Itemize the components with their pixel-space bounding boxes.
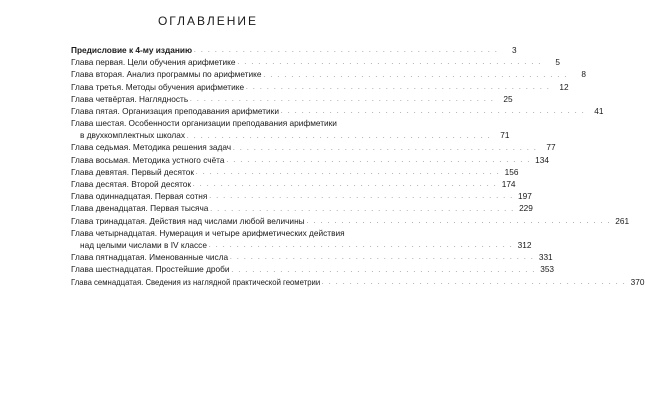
toc-entry-chapter-14-continued (71, 239, 532, 251)
toc-entry-chapter-8 (71, 154, 550, 166)
toc-entry-label: Глава семнадцатая. Сведения из наглядной практической геометрии (71, 276, 321, 287)
toc-entry-label: Глава одиннадцатая. Первая сотня (71, 191, 208, 202)
dot-leader: . . . . . . . . . . . . . . . . . . . . . . . . . . . . . . . . . . . . . . . . . . . . (195, 170, 501, 177)
toc-entry-label: Предисловие к 4-му изданию (71, 44, 193, 55)
toc-entry-chapter-11 (71, 190, 532, 202)
dot-leader: . . . . . . . . . . . . . . . . . . . . . . . . . . . . . . . . . . . . . . . . . . . . (194, 48, 499, 55)
toc-entry-page: 8 (581, 69, 586, 80)
toc-entry-page: 261 (615, 215, 630, 226)
toc-entry-label: Глава десятая. Второй десяток (71, 179, 192, 190)
toc-entry-page: 3 (511, 44, 517, 55)
toc-entry-chapter-7 (71, 142, 556, 154)
dot-leader: . . . . . . . . . . . . . . . . . . . . . . . . . . . . . . . . . . . . . . . . . . . . (263, 72, 568, 79)
toc-entry-chapter-4 (71, 93, 513, 105)
toc-entry-page: 353 (540, 264, 555, 275)
toc-entry-page: 134 (535, 154, 550, 165)
toc-entry-page: 71 (500, 130, 510, 141)
dot-leader: . . . . . . . . . . . . . . . . . . . . . . . . . . . . . . . . . . . . . . . . . . . . (322, 279, 627, 286)
toc-entry-page: 174 (501, 179, 516, 190)
dot-leader: . . . . . . . . . . . . . . . . . . . . . . . . . . . . . . . . . . . . . . . . . . . . (246, 84, 551, 91)
toc-entry-chapter-16 (71, 263, 555, 275)
dot-leader: . . . . . . . . . . . . . . . . . . . . . . . . . . . . . . . . . . . . . . . . . . . . (209, 194, 514, 201)
toc-entry-label: Глава четырнадцатая. Нумерация и четыре арифметических действия (71, 227, 345, 238)
toc-entry-page: 25 (503, 93, 513, 104)
toc-entry-label: Глава шестая. Особенности организации преподавания арифметики (71, 118, 337, 129)
toc-entry-chapter-3 (71, 81, 569, 93)
toc-entry-chapter-9 (71, 166, 519, 178)
toc-entry-label: Глава седьмая. Методика решения задач (71, 142, 232, 153)
toc-entry-label: Глава пятнадцатая. Именованные числа (71, 252, 229, 263)
toc-entry-page: 156 (504, 166, 519, 177)
dot-leader: . . . . . . . . . . . . . . . . . . . . . . . . . . . . . . . . . . . . . . . . . . . . (231, 267, 537, 274)
toc-entry-chapter-13 (71, 215, 630, 227)
toc-entry-page: 12 (559, 81, 569, 92)
toc-entry-page: 197 (517, 191, 532, 202)
dot-leader: . . . . . . . . . . . . . . . . . . . . . . . . . . . . . . . . . . . . . . . . . . . . (208, 243, 514, 250)
toc-entry-label: Глава шестнадцатая. Простейшие дроби (71, 264, 230, 275)
toc-entry-chapter-6-continued (71, 129, 510, 141)
dot-leader: . . . . . . . . . . . . . . . . . . . . . . . . . . . . . . . . . . . . . . . . . . . . (280, 109, 586, 116)
dot-leader: . . . . . . . . . . . . . . . . . . . . . . . . . . . . . . . . . . . . . . . . . . . . (210, 206, 515, 213)
dot-leader: . . . . . . . . . . . . . . . . . . . . . . . . . . . . . . . . . . . . . . . . . . . . (306, 218, 612, 225)
page-title: ОГЛАВЛЕНИЕ (157, 14, 259, 28)
dot-leader: . . . . . . . . . . . . . . . . . . . . . . . . . . . . . . . . . . . . . . . . . . . . (237, 60, 543, 67)
toc-entry-label: Глава вторая. Анализ программы по арифметике (71, 69, 262, 80)
dot-leader: . . . . . . . . . . . . . . . . . . . . . . . . . . . . . . . . . . . . . . . . . . . . (193, 182, 498, 189)
toc-entry-page: 331 (538, 252, 553, 263)
table-of-contents (71, 44, 645, 288)
toc-entry-label: Глава четвёртая. Наглядность (71, 93, 189, 104)
toc-entry-page: 5 (555, 57, 561, 68)
toc-entry-chapter-12 (71, 202, 533, 214)
toc-entry-page: 41 (594, 105, 604, 116)
dot-leader: . . . . . . . . . . . . . . . . . . . . . . . . . . . . . . . . . . . . . . . . . . . . (230, 255, 535, 262)
toc-entry-preface (71, 44, 517, 56)
toc-entry-page: 370 (630, 276, 645, 287)
toc-entry-label: Глава тринадцатая. Действия над числами любой величины (71, 215, 305, 226)
toc-entry-chapter-10 (71, 178, 516, 190)
toc-entry-label: Глава девятая. Первый десяток (71, 166, 194, 177)
dot-leader: . . . . . . . . . . . . . . . . . . . . . . . . . . . . . . . . . . . . . . . . . . . . (226, 157, 532, 164)
toc-entry-chapter-15 (71, 251, 553, 263)
toc-entry-label: Глава восьмая. Методика устного счёта (71, 154, 225, 165)
toc-entry-label: Глава двенадцатая. Первая тысяча (71, 203, 209, 214)
toc-entry-label: в двухкомплектных школах (80, 130, 186, 141)
dot-leader: . . . . . . . . . . . . . . . . . . . . . . . . . . . . . . . . . . . . . . . . . . . . (190, 96, 495, 103)
toc-entry-chapter-6 (71, 117, 350, 129)
toc-entry-page: 312 (517, 239, 532, 250)
toc-entry-label: Глава первая. Цели обучения арифметике (71, 57, 236, 68)
toc-entry-chapter-14 (71, 227, 350, 239)
toc-entry-chapter-2 (71, 68, 586, 80)
toc-entry-label: Глава пятая. Организация преподавания арифметики (71, 105, 279, 116)
toc-entry-label: Глава третья. Методы обучения арифметике (71, 81, 245, 92)
dot-leader: . . . . . . . . . . . . . . . . . . . . . . . . . . . . . . . . . . . . . . . . . . . . (233, 145, 538, 152)
toc-entry-chapter-1 (71, 56, 561, 68)
toc-entry-chapter-17 (71, 276, 645, 288)
toc-entry-page: 229 (519, 203, 533, 214)
dot-leader: . . . . . . . . . . . . . . . . . . . . . . . . . . . . . . . . . . . . . . . . . . . . (187, 133, 492, 140)
toc-entry-chapter-5 (71, 105, 604, 117)
toc-entry-page: 77 (546, 142, 556, 153)
toc-entry-label: над целыми числами в IV классе (80, 239, 207, 250)
